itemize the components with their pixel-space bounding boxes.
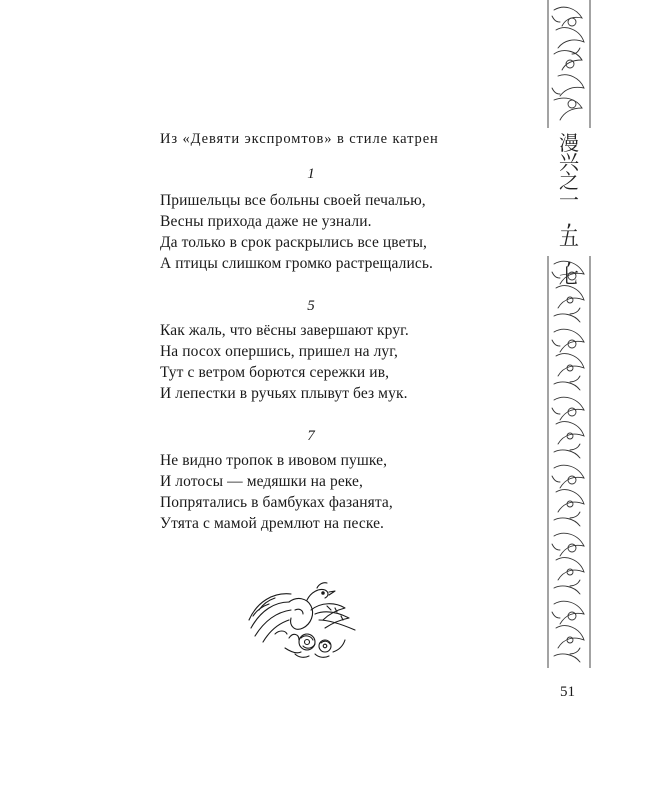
poem-line: Как жаль, что вёсны завершают круг.	[160, 322, 409, 339]
caption-char: 兴	[559, 150, 579, 174]
stanza-7	[160, 426, 500, 534]
stanza-1	[160, 164, 500, 274]
poem-line: И лепестки в ручьях плывут без мук.	[160, 385, 408, 402]
poem-line: Не видно тропок в ивовом пушке,	[160, 452, 388, 469]
stanza-number: 5	[307, 298, 315, 314]
caption-char: 一	[559, 188, 579, 212]
floral-border-icon	[544, 256, 594, 668]
stanza-number: 7	[307, 428, 315, 444]
caption-char: 之	[559, 169, 579, 193]
phoenix-ornament-icon	[245, 580, 363, 662]
caption-char: 五	[559, 226, 579, 250]
stanza-5	[160, 296, 500, 404]
poem-block	[160, 128, 500, 534]
poem-line: И лотосы — медяшки на реке,	[160, 473, 364, 490]
caption-char: 漫	[559, 131, 579, 155]
poem-line: Весны прихода даже не узнали.	[160, 213, 372, 230]
caption-char: ,	[565, 207, 573, 231]
page-number: 51	[560, 684, 575, 700]
caption-char: ,	[565, 245, 573, 269]
floral-border-icon	[544, 0, 594, 128]
poem-line: Утята с мамой дремлют на песке.	[160, 515, 385, 532]
stanza-number: 1	[307, 166, 315, 182]
poem-title: Из «Девяти экспромтов» в стиле катрен	[160, 131, 439, 147]
poem-line: Пришельцы все больны своей печалью,	[160, 192, 426, 209]
caption-char: 七	[559, 264, 579, 288]
poem-line: На посох опершись, пришел на луг,	[160, 343, 398, 360]
poem-line: А птицы слишком громко растрещались.	[160, 255, 433, 272]
poem-line: Попрятались в бамбуках фазанята,	[160, 494, 393, 511]
poem-line: Тут с ветром борются сережки ив,	[160, 364, 390, 381]
poem-line: Да только в срок раскрылись все цветы,	[160, 234, 427, 251]
